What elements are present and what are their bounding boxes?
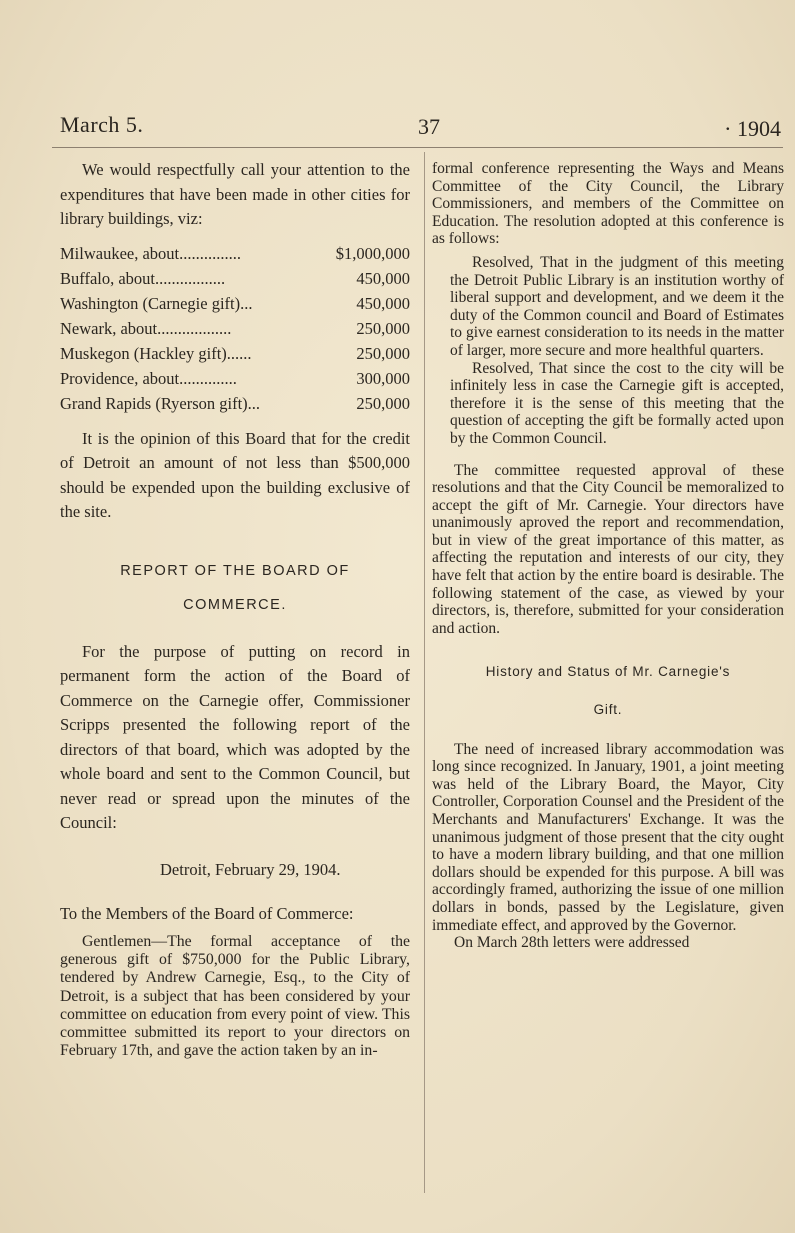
table-row — [60, 267, 410, 292]
expenditures-table — [60, 242, 410, 417]
amount: 450,000 — [356, 293, 410, 313]
amount: 450,000 — [356, 268, 410, 288]
amount: 250,000 — [356, 318, 410, 338]
salutation: To the Members of the Board of Commerce: — [60, 904, 354, 923]
amount: 250,000 — [356, 343, 410, 363]
intro-paragraph: We would respectfully call your attention to the expenditures that have been made in other cities for library buildings, viz: — [60, 160, 410, 228]
header-rule — [52, 147, 783, 148]
table-row — [60, 342, 410, 367]
amount: $1,000,000 — [335, 243, 410, 263]
city-label: Muskegon (Hackley gift)...... — [60, 343, 252, 363]
dateline: Detroit, February 29, 1904. — [160, 859, 341, 879]
purpose-paragraph: For the purpose of putting on record in permanent form the action of the Board of Commerce on the Carnegie offer, Commissioner Scripps presented the following report of the directors of that board, which was adopted by the whole board and sent to the Common Council, but never read or spread upon the minutes of the Council: — [60, 641, 410, 832]
table-row — [60, 242, 410, 267]
table-row — [60, 292, 410, 317]
left-column — [60, 158, 410, 1060]
table-row — [60, 367, 410, 392]
section-heading: History and Status of Mr. Carnegie's — [485, 664, 731, 680]
city-label: Washington (Carnegie gift)... — [60, 293, 253, 313]
resolution-2: Resolved, That since the cost to the city will be infinitely less in case the Carnegie gift is accepted, therefore it is the sense of this meeting that the question of accepting the gift be formally acted upon by the Common Council. — [450, 359, 784, 447]
history-paragraph: The need of increased library accommodation was long since recognized. In January, 1901, a joint meeting was held of the Library Board, the Mayor, City Controller, Corporation Counsel and the President of the Merchants and Manufacturers' Exchange. It was the unanimous judgment of those present that the city ought to have a modern library building, and that one million dollars should be expended for this purpose. A bill was accordingly framed, authorizing the issue of one million dollars in bonds, passed by the Legislature, given immediate effect, and approved by the Governor. — [432, 740, 784, 934]
header-year: · 1904 — [724, 116, 781, 141]
city-label: Milwaukee, about............... — [60, 243, 242, 263]
city-label: Providence, about.............. — [60, 368, 237, 388]
page-header — [60, 112, 781, 142]
header-date: March 5. — [60, 112, 144, 137]
march-paragraph: On March 28th letters were addressed — [454, 934, 690, 952]
committee-paragraph: The committee requested approval of these resolutions and that the City Council be memoralized to accept the gift of Mr. Carnegie. Your directors have unanimously aproved the report and recommendation, but in view of the great importance of this matter, as affecting the reputation and interests of our city, they have felt that action by the entire board is desirable. The following statement of the case, as viewed by your directors, is, therefore, submitted for your consideration and action. — [432, 461, 784, 637]
section-heading: REPORT OF THE BOARD OF — [120, 562, 350, 579]
section-heading-cont: COMMERCE. — [183, 597, 287, 613]
continuation-paragraph: formal conference representing the Ways and Means Committee of the City Council, the Library Commissioners, and members of the Committee on Education. The resolution adopted at this conference is as follows: — [432, 160, 784, 248]
amount: 250,000 — [356, 393, 410, 413]
column-divider — [424, 152, 425, 1193]
amount: 300,000 — [356, 368, 410, 388]
city-label: Newark, about.................. — [60, 318, 232, 338]
page-number: 37 — [418, 114, 440, 139]
section-heading-cont: Gift. — [593, 702, 623, 718]
table-row — [60, 317, 410, 342]
opinion-paragraph: It is the opinion of this Board that for the credit of Detroit an amount of not less than $500,000 should be expended upon the building exclusive of the site. — [60, 428, 410, 521]
letter-paragraph: Gentlemen—The formal acceptance of the generous gift of $750,000 for the Public Library, tendered by Andrew Carnegie, Esq., to the City of Detroit, is a subject that has been considered by your committee on education from every point of view. This committee submitted its report to your directors on February 17th, and gave the action taken by an in- — [60, 933, 410, 1060]
table-row — [60, 392, 410, 417]
right-column — [432, 160, 784, 960]
resolution-1: Resolved, That in the judgment of this meeting the Detroit Public Library is an institution worthy of liberal support and development, and we deem it the duty of the Common council and Board of Estimates to give earnest consideration to its needs in the matter of larger, more secure and more healthful quarters. — [450, 253, 784, 359]
city-label: Grand Rapids (Ryerson gift)... — [60, 393, 261, 413]
city-label: Buffalo, about................. — [60, 268, 226, 288]
